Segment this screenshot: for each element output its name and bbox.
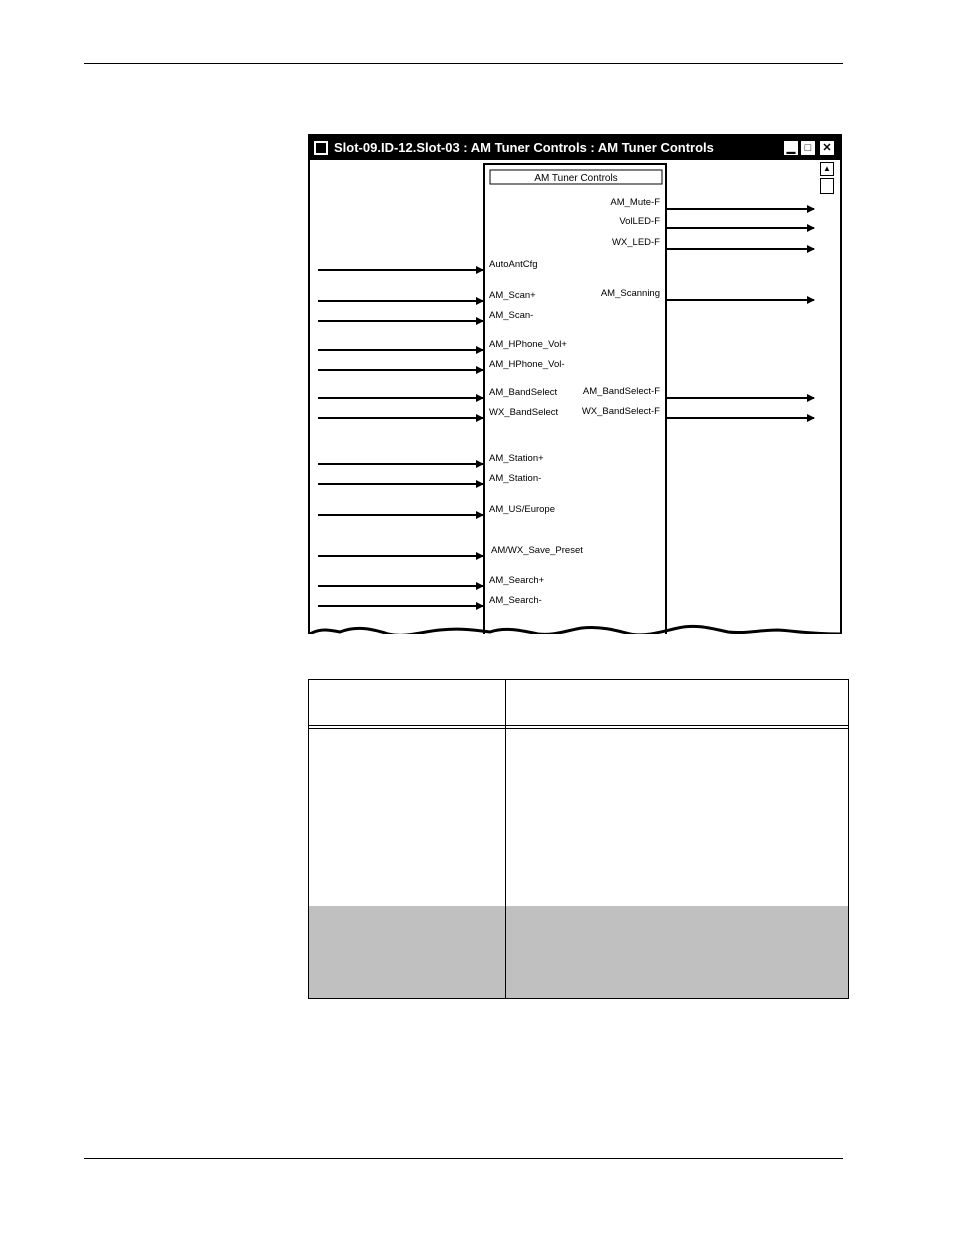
input-port-label[interactable]: AM_BandSelect bbox=[489, 387, 558, 398]
output-port-label[interactable]: WX_LED-F bbox=[611, 237, 660, 248]
output-port-label[interactable]: AM_BandSelect-F bbox=[582, 386, 660, 397]
function-block[interactable] bbox=[484, 164, 666, 634]
minimize-icon[interactable]: ▁ bbox=[784, 141, 798, 155]
table-column-divider bbox=[505, 680, 506, 998]
window-app-icon[interactable] bbox=[314, 141, 328, 155]
output-port-label[interactable]: AM_Scanning bbox=[600, 288, 660, 299]
input-port-label[interactable]: AM_Station+ bbox=[489, 453, 544, 464]
table-header-row bbox=[309, 680, 848, 726]
am-tuner-controls-window bbox=[308, 134, 842, 634]
table-row-1 bbox=[309, 729, 848, 905]
input-port-label[interactable]: AM_Search+ bbox=[489, 575, 545, 586]
header-rule bbox=[84, 63, 843, 64]
output-port-label[interactable]: VolLED-F bbox=[619, 216, 660, 227]
table-header-divider bbox=[309, 725, 848, 726]
window-titlebar[interactable] bbox=[310, 136, 840, 160]
output-port-label[interactable]: WX_BandSelect-F bbox=[581, 406, 660, 417]
close-icon[interactable]: ✕ bbox=[820, 141, 834, 155]
window-title: Slot-09.ID-12.Slot-03 : AM Tuner Controls : AM Tuner Controls bbox=[334, 140, 714, 155]
input-port-label[interactable]: AutoAntCfg bbox=[489, 259, 538, 270]
table-row-2-shaded bbox=[309, 906, 848, 998]
description-table bbox=[308, 679, 849, 999]
input-port-label[interactable]: WX_BandSelect bbox=[489, 407, 559, 418]
maximize-icon[interactable]: □ bbox=[801, 141, 815, 155]
block-diagram bbox=[310, 160, 840, 634]
input-port-label[interactable]: AM_Scan+ bbox=[489, 290, 536, 301]
scroll-up-icon[interactable]: ▲ bbox=[820, 162, 834, 176]
window-content bbox=[310, 160, 840, 634]
input-port-label[interactable]: AM_HPhone_Vol- bbox=[489, 359, 565, 370]
input-port-label[interactable]: AM/WX_Save_Preset bbox=[491, 545, 583, 556]
output-port-label[interactable]: AM_Mute-F bbox=[610, 197, 660, 208]
input-port-label[interactable]: AM_Search- bbox=[489, 595, 542, 606]
input-port-label[interactable]: AM_HPhone_Vol+ bbox=[489, 339, 567, 350]
input-port-label[interactable]: AM_US/Europe bbox=[489, 504, 556, 515]
footer-rule bbox=[84, 1158, 843, 1159]
input-port-label[interactable]: AM_Scan- bbox=[489, 310, 534, 321]
function-block-title: AM Tuner Controls bbox=[534, 173, 618, 184]
input-port-label[interactable]: AM_Station- bbox=[489, 473, 542, 484]
